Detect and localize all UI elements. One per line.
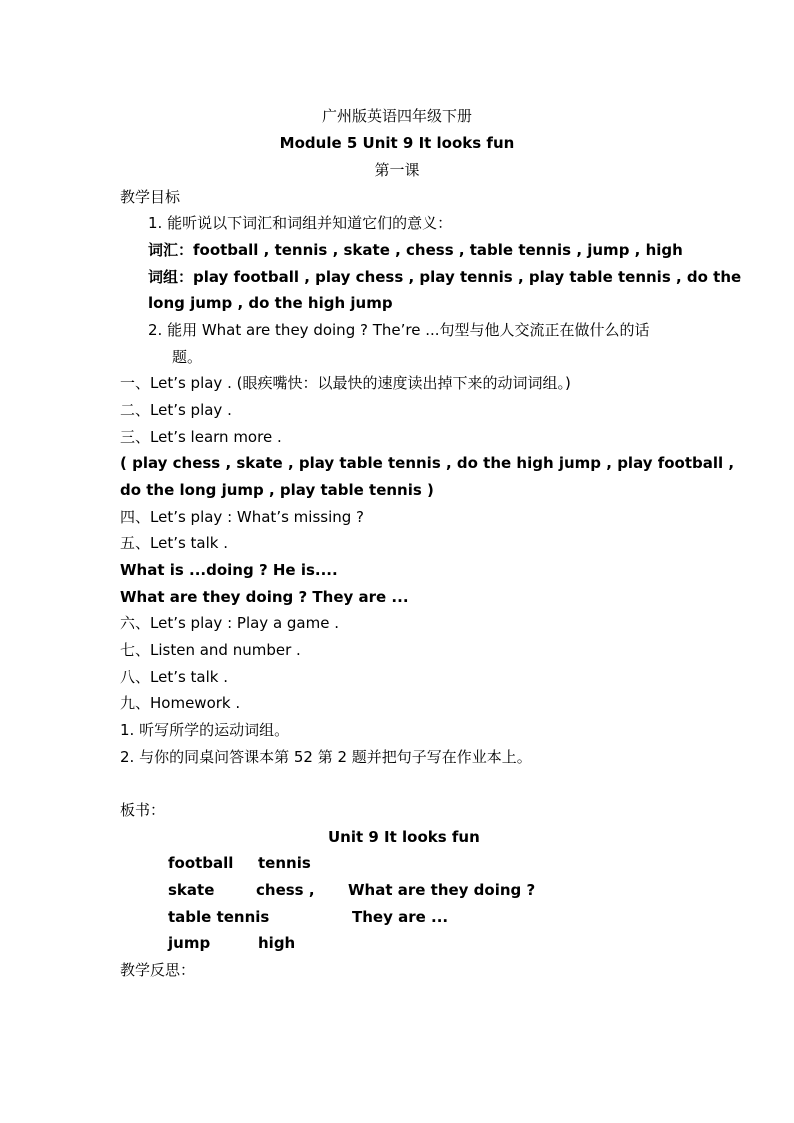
board-question: What are they doing ? bbox=[348, 881, 536, 899]
board-word-high: high bbox=[258, 934, 296, 952]
objective-phrases-line1: 词组：play football , play chess , play tennis , play table tennis , do the bbox=[148, 268, 742, 286]
step-line: 一、Let’s play . (眼疾嘴快：以最快的速度读出掉下来的动词词组。) bbox=[120, 374, 571, 392]
step-line: What is ...doing ? He is.... bbox=[120, 561, 338, 579]
homework-item: 1. 听写所学的运动词组。 bbox=[120, 721, 290, 739]
step-line: 四、Let’s play : What’s missing ? bbox=[120, 508, 364, 526]
step-line: What are they doing ? They are ... bbox=[120, 588, 409, 606]
reflection-heading: 教学反思： bbox=[120, 961, 196, 979]
step-line: 二、Let’s play . bbox=[120, 401, 232, 419]
board-word-tennis: tennis bbox=[258, 854, 311, 872]
objective-phrases-line2: long jump , do the high jump bbox=[148, 294, 393, 312]
board-word-table-tennis: table tennis bbox=[168, 908, 270, 926]
board-word-jump: jump bbox=[168, 934, 211, 952]
step-line: 三、Let’s learn more . bbox=[120, 428, 282, 446]
lesson-label: 第一课 bbox=[374, 161, 420, 179]
step-line: 六、Let’s play : Play a game . bbox=[120, 614, 340, 632]
title-chinese: 广州版英语四年级下册 bbox=[321, 107, 472, 125]
objective-item-1: 1. 能听说以下词汇和词组并知道它们的意义： bbox=[148, 214, 453, 232]
step-line: do the long jump , play table tennis ) bbox=[120, 481, 434, 499]
board-word-chess: chess , bbox=[256, 881, 315, 899]
step-line: 九、Homework . bbox=[120, 694, 241, 712]
board-word-skate: skate bbox=[168, 881, 215, 899]
step-line: 八、Let’s talk . bbox=[120, 668, 229, 686]
title-english: Module 5 Unit 9 It looks fun bbox=[279, 134, 515, 152]
objective-item-2-line2: 题。 bbox=[172, 348, 203, 366]
objective-item-2-line1: 2. 能用 What are they doing ? The’re ...句型与他人交流正在做什么的话 bbox=[148, 321, 650, 339]
board-word-football: football bbox=[168, 854, 234, 872]
step-line: 七、Listen and number . bbox=[120, 641, 301, 659]
objectives-heading: 教学目标 bbox=[120, 188, 181, 206]
step-line: ( play chess , skate , play table tennis , do the high jump , play football , bbox=[120, 454, 735, 472]
board-heading: 板书： bbox=[120, 801, 166, 819]
homework-item: 2. 与你的同桌问答课本第 52 第 2 题并把句子写在作业本上。 bbox=[120, 748, 532, 766]
objective-vocab: 词汇：football , tennis , skate , chess , table tennis , jump , high bbox=[148, 241, 683, 259]
board-title: Unit 9 It looks fun bbox=[328, 828, 480, 846]
step-line: 五、Let’s talk . bbox=[120, 534, 229, 552]
board-answer: They are ... bbox=[352, 908, 449, 926]
